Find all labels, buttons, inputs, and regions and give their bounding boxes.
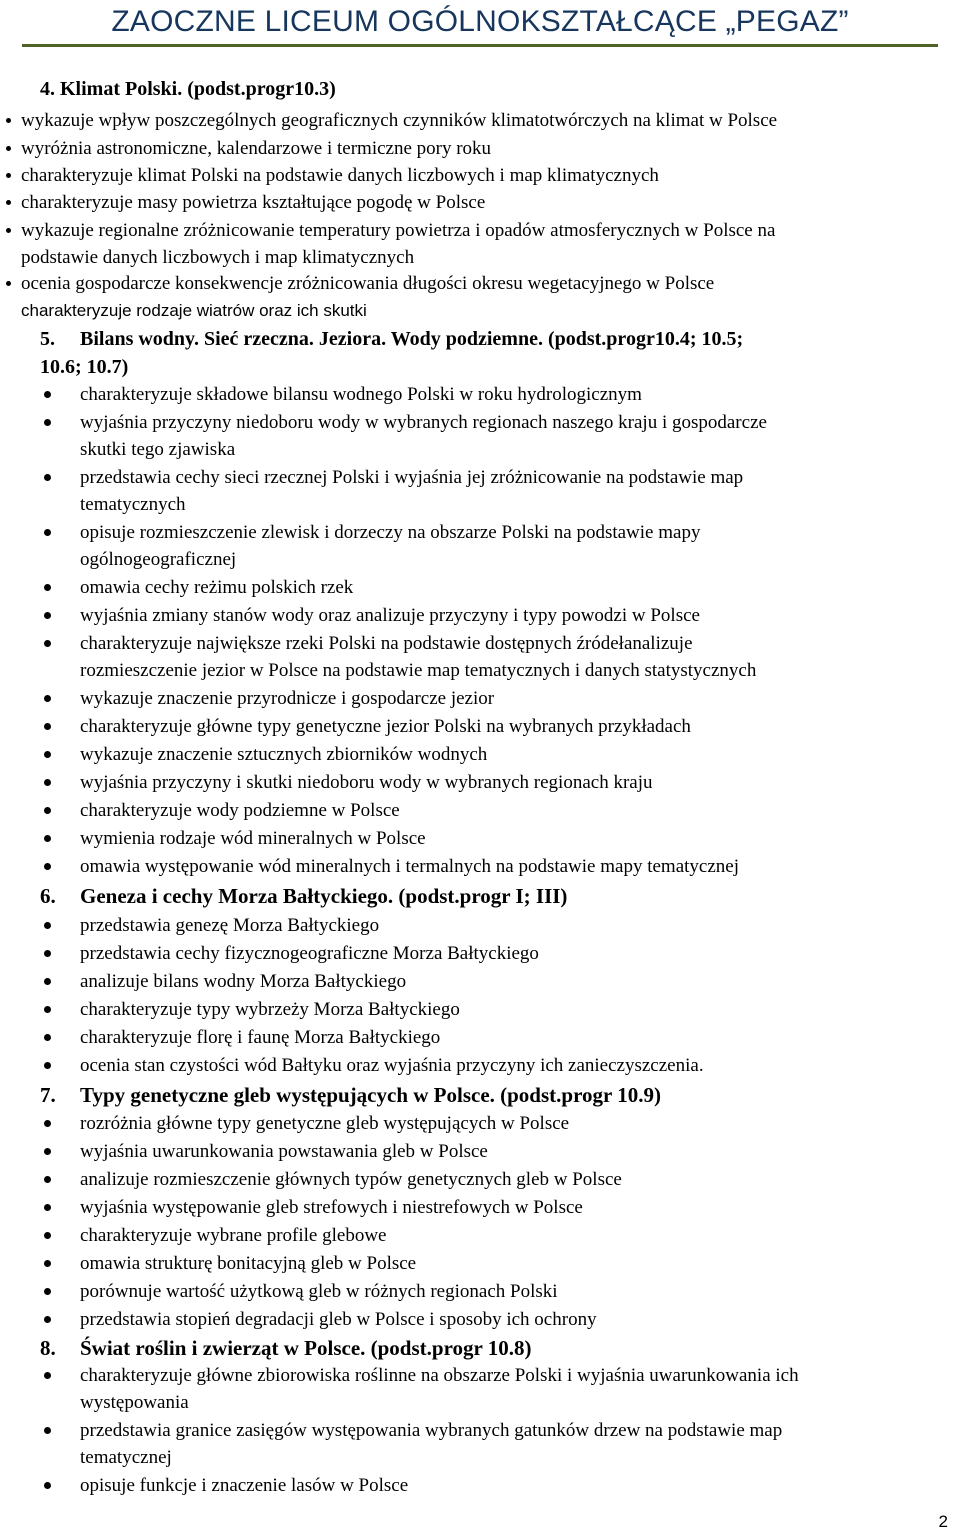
bullet-icon — [44, 529, 51, 536]
bullet-icon — [44, 1120, 51, 1127]
bullet-icon — [44, 863, 51, 870]
bullet-icon — [44, 1034, 51, 1041]
bullet-icon — [44, 612, 51, 619]
bullet-icon — [44, 835, 51, 842]
bullet-icon — [44, 695, 51, 702]
bullet-icon — [6, 118, 11, 123]
bullet-icon — [6, 200, 11, 205]
bullet-icon — [44, 1288, 51, 1295]
bullet-icon — [44, 1232, 51, 1239]
bullet-icon — [44, 779, 51, 786]
bullet-icon — [44, 1316, 51, 1323]
bullet-icon — [44, 723, 51, 730]
bullet-icon — [44, 640, 51, 647]
bullet-icon — [44, 1062, 51, 1069]
bullet-icon — [44, 1006, 51, 1013]
bullet-icon — [44, 751, 51, 758]
bullet-icon — [6, 146, 11, 151]
bullet-icon — [44, 1482, 51, 1489]
bullet-icon — [44, 978, 51, 985]
bullet-icon — [44, 807, 51, 814]
bullet-icon — [44, 922, 51, 929]
bullet-icon — [44, 1204, 51, 1211]
bullet-icon — [44, 1372, 51, 1379]
header-divider — [22, 44, 938, 47]
bullet-icon — [44, 1148, 51, 1155]
bullet-icon — [44, 1427, 51, 1434]
bullet-icon — [6, 281, 11, 286]
page-header-title: ZAOCZNE LICEUM OGÓLNOKSZTAŁCĄCE „PEGAZ” — [111, 5, 849, 38]
bullet-icon — [44, 1260, 51, 1267]
bullet-icon — [44, 950, 51, 957]
bullet-icon — [44, 474, 51, 481]
bullet-icon — [44, 584, 51, 591]
bullet-icon — [44, 419, 51, 426]
bullet-icon — [44, 1176, 51, 1183]
page-number: 2 — [938, 1512, 948, 1531]
bullet-icon — [44, 391, 51, 398]
bullet-icon — [6, 173, 11, 178]
bullet-icon — [6, 228, 11, 233]
